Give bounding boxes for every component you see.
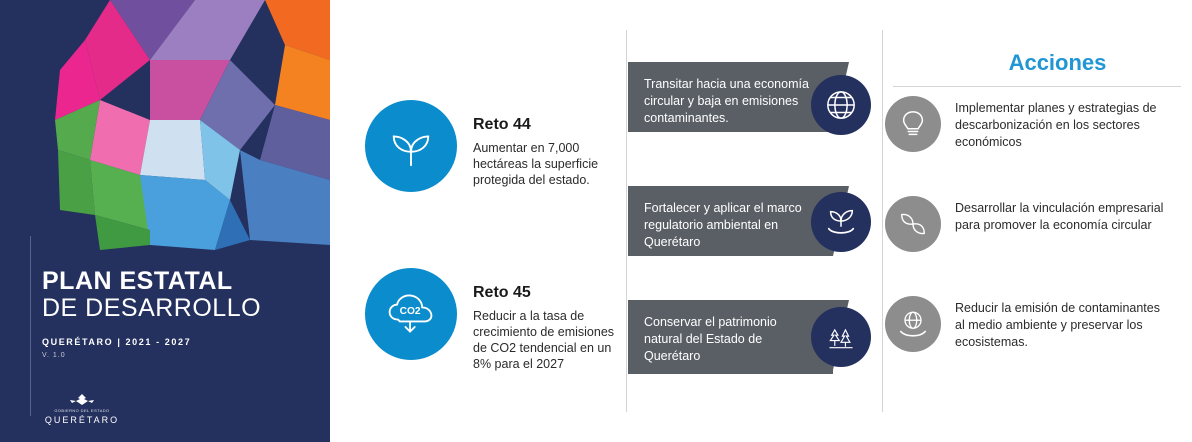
cover-title-light: DE DESARROLLO bbox=[42, 294, 262, 322]
government-logo bbox=[42, 392, 122, 425]
objetivo-banner: Transitar hacia una economía circular y baja en emisiones contaminantes. bbox=[628, 62, 833, 132]
accion-icon-circle bbox=[885, 296, 941, 352]
retos-column bbox=[355, 0, 620, 442]
cover-panel bbox=[0, 0, 330, 442]
objetivo-banner: Fortalecer y aplicar el marco regulatorio ambiental en Querétaro bbox=[628, 186, 833, 256]
objetivos-column bbox=[628, 0, 878, 442]
reto-title: Reto 45 bbox=[473, 284, 531, 301]
reto-item bbox=[365, 100, 623, 192]
leaves-recycle-icon bbox=[898, 209, 928, 239]
cover-divider bbox=[30, 236, 31, 416]
accion-icon-circle bbox=[885, 196, 941, 252]
forest-trees-icon bbox=[825, 321, 857, 353]
reto-title: Reto 44 bbox=[473, 116, 531, 133]
acciones-divider bbox=[893, 86, 1181, 87]
column-divider bbox=[626, 30, 627, 412]
objetivo-badge bbox=[811, 307, 871, 367]
accion-icon-circle bbox=[885, 96, 941, 152]
hand-plant-icon bbox=[824, 205, 858, 239]
reto-text bbox=[473, 100, 623, 188]
globe-icon bbox=[825, 89, 857, 121]
leaf-plant-icon bbox=[388, 123, 434, 169]
logo-toptext: GOBIERNO DEL ESTADO bbox=[54, 408, 110, 413]
accion-text: Implementar planes y estrategias de descarbonización en los sectores económicos bbox=[955, 101, 1157, 149]
svg-text:CO2: CO2 bbox=[399, 306, 421, 317]
decorative-polygons bbox=[0, 0, 330, 250]
reto-text bbox=[473, 268, 623, 372]
accion-text: Desarrollar la vinculación empresarial para promover la economía circular bbox=[955, 201, 1164, 232]
acciones-title: Acciones bbox=[1008, 50, 1107, 75]
reto-item bbox=[365, 268, 623, 372]
reto-icon-circle bbox=[365, 268, 457, 360]
cover-subtitle: QUERÉTARO | 2021 - 2027 bbox=[42, 337, 192, 347]
eagle-crest-icon bbox=[42, 392, 122, 408]
objetivo-badge bbox=[811, 192, 871, 252]
objetivo-badge bbox=[811, 75, 871, 135]
reto-body: Reducir a la tasa de crecimiento de emisiones de CO2 tendencial en un 8% para el 2027 bbox=[473, 309, 615, 371]
co2-cloud-icon bbox=[385, 291, 437, 337]
objetivo-banner: Conservar el patrimonio natural del Estado de Querétaro bbox=[628, 300, 833, 374]
accion-item bbox=[885, 96, 1170, 152]
accion-text: Reducir la emisión de contaminantes al medio ambiente y preservar los ecosistemas. bbox=[955, 301, 1160, 349]
acciones-column bbox=[885, 0, 1185, 442]
column-divider bbox=[882, 30, 883, 412]
lightbulb-icon bbox=[898, 109, 928, 139]
logo-name: QUERÉTARO bbox=[44, 415, 120, 425]
cover-title bbox=[42, 268, 261, 322]
accion-item bbox=[885, 196, 1170, 252]
cover-title-bold: PLAN ESTATAL bbox=[42, 267, 233, 295]
cover-version: V. 1.0 bbox=[42, 352, 66, 359]
hand-globe-icon bbox=[897, 308, 929, 340]
reto-icon-circle bbox=[365, 100, 457, 192]
accion-item bbox=[885, 296, 1170, 352]
reto-body: Aumentar en 7,000 hectáreas la superficie protegida del estado. bbox=[473, 141, 599, 187]
